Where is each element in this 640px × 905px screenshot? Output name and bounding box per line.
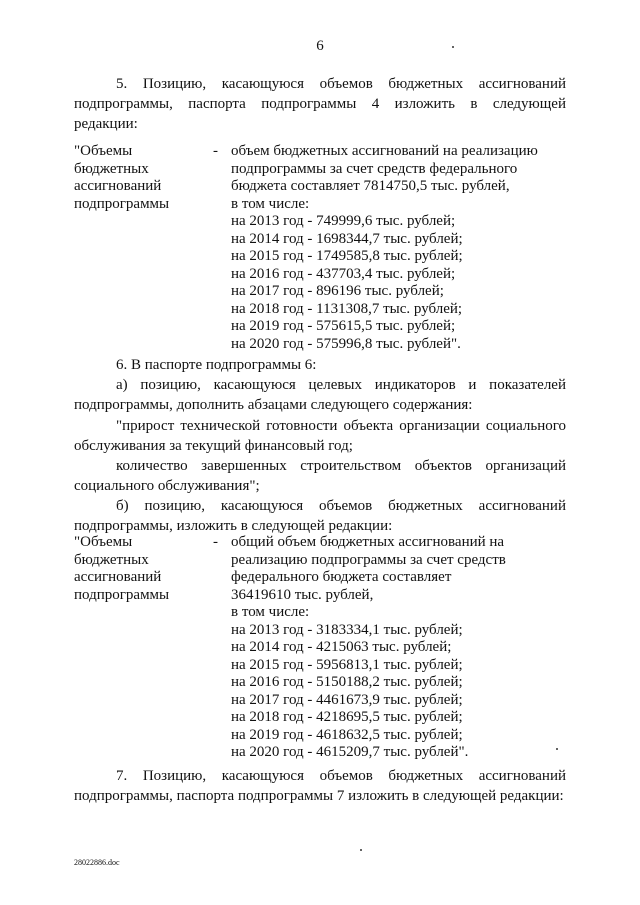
section6-q1-line2: обслуживания за текущий финансовый год; [74,438,353,454]
section7-line1: 7. Позицию, касающуюся объемов бюджетных ассигнований [116,768,566,784]
block6-value-line: на 2017 год - 4461673,9 тыс. рублей; [231,691,463,708]
block4-value-line: на 2013 год - 749999,6 тыс. рублей; [231,213,456,229]
block4-label-line: ассигнований [74,178,162,194]
block6-label-line: бюджетных [74,551,149,568]
section5-line1: 5. Позицию, касающуюся объемов бюджетных ассигнований [116,76,566,92]
block4-value-line: на 2019 год - 575615,5 тыс. рублей; [231,318,456,334]
section7-line2: подпрограммы, паспорта подпрограммы 7 изложить в следующей редакции: [74,788,564,804]
section6-q2-line1: количество завершенных строительством объектов организаций [116,458,566,474]
block6-value-line: федерального бюджета составляет [231,569,452,585]
section6-b-line1: б) позицию, касающуюся объемов бюджетных ассигнований [116,498,566,514]
section6-b-line2: подпрограммы, изложить в следующей редакции: [74,518,393,534]
block4-value-line: на 2017 год - 896196 тыс. рублей; [231,283,444,299]
block6-value-line: общий объем бюджетных ассигнований на [231,534,505,550]
block6-value-line: на 2013 год - 3183334,1 тыс. рублей; [231,621,463,638]
block6-value-line: на 2020 год - 4615209,7 тыс. рублей". [231,744,469,760]
block4-value-line: на 2018 год - 1131308,7 тыс. рублей; [231,300,463,317]
document-filename: 28022886.doc [74,858,120,867]
section6-q2-line2: социального обслуживания"; [74,478,260,494]
section6-a-line1: а) позицию, касающуюся целевых индикаторов и показателей [116,377,566,393]
block4-dash: - [213,143,218,159]
block4-values [231,143,566,353]
block4-label [74,143,194,213]
block4-value-line: бюджета составляет 7814750,5 тыс. рублей, [231,178,510,194]
block6-value-line: в том числе: [231,604,310,620]
block6-label-line: ассигнований [74,569,162,585]
block4-label-line: "Объемы [74,143,133,159]
block6-value-line: на 2018 год - 4218695,5 тыс. рублей; [231,709,463,725]
block4-label-line: бюджетных [74,160,149,177]
block6-value-line: на 2019 год - 4618632,5 тыс. рублей; [231,726,463,743]
block4-value-line: на 2014 год - 1698344,7 тыс. рублей; [231,230,463,247]
block4-value-line: объем бюджетных ассигнований на реализацию [231,143,538,159]
block6-values [231,534,566,762]
block6-value-line: на 2014 год - 4215063 тыс. рублей; [231,639,452,655]
block4-value-line: в том числе: [231,195,310,212]
block6-value-line: реализацию подпрограммы за счет средств [231,551,506,568]
scan-speck [452,46,454,48]
block6-dash: - [213,534,218,550]
block6-value-line: на 2016 год - 5150188,2 тыс. рублей; [231,674,463,690]
block4-label-line: подпрограммы [74,195,170,212]
block4-value-line: на 2016 год - 437703,4 тыс. рублей; [231,265,456,282]
scan-speck [556,748,558,750]
section6-q1-line1: "прирост технической готовности объекта организации социального [116,418,566,434]
block6-label [74,534,194,604]
section5-line2: подпрограммы, паспорта подпрограммы 4 изложить в следующей [74,96,566,112]
block6-label-line: "Объемы [74,534,133,550]
section6-a-line2: подпрограммы, дополнить абзацами следующего содержания: [74,397,473,413]
block4-value-line: подпрограммы за счет средств федерального [231,160,518,177]
scan-speck [360,849,362,851]
block6-label-line: подпрограммы [74,586,170,603]
page-number: 6 [316,38,324,54]
block6-value-line: 36419610 тыс. рублей, [231,586,374,603]
block4-value-line: на 2020 год - 575996,8 тыс. рублей". [231,335,461,352]
block4-value-line: на 2015 год - 1749585,8 тыс. рублей; [231,248,463,264]
section6-heading: 6. В паспорте подпрограммы 6: [116,357,317,373]
block6-value-line: на 2015 год - 5956813,1 тыс. рублей; [231,656,463,673]
section5-line3: редакции: [74,116,138,132]
